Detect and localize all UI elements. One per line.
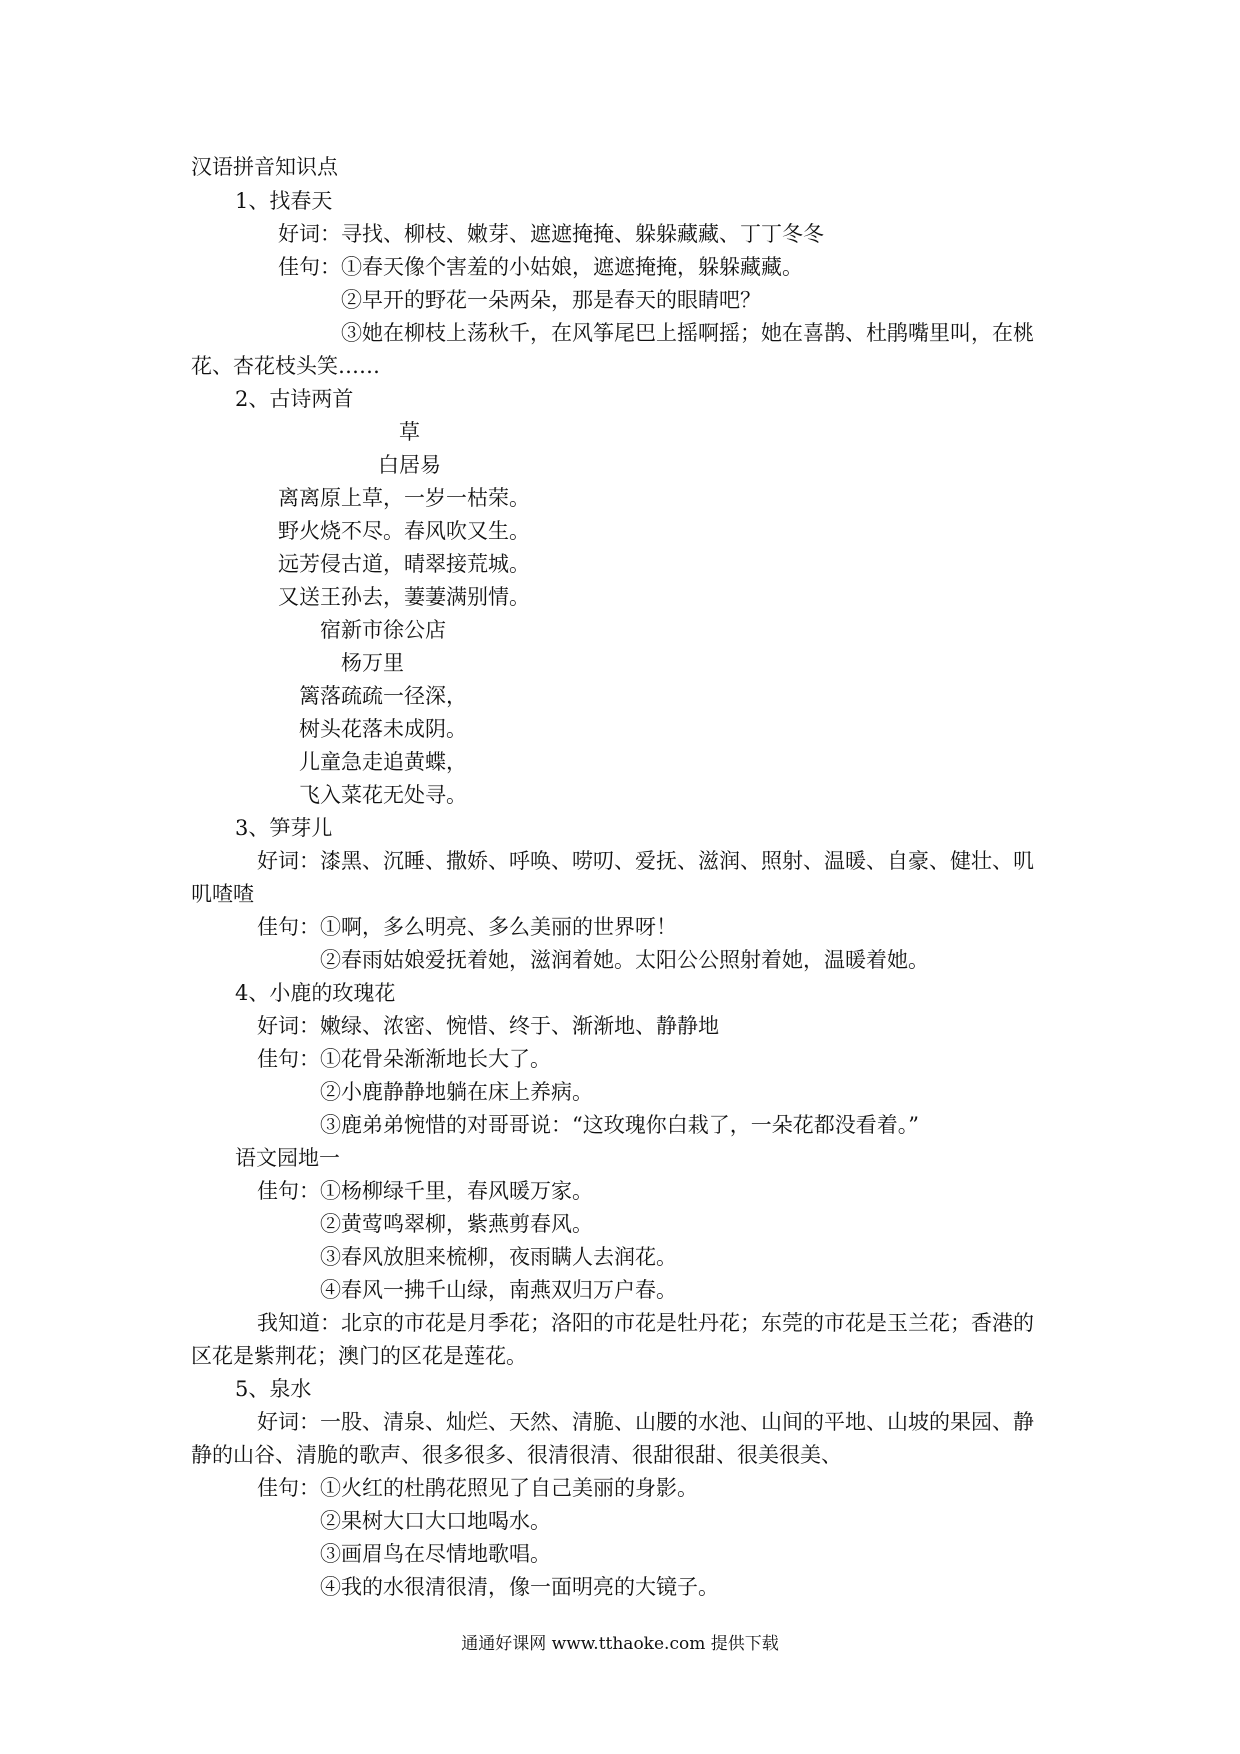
garden-sentence-3: ③春风放胆来梳柳，夜雨瞒人去润花。 <box>320 1245 677 1269</box>
poem-1-line: 野火烧不尽。春风吹又生。 <box>278 519 530 543</box>
section-1-sentence-3b: 花、杏花枝头笑…… <box>191 354 380 378</box>
poem-1-author: 白居易 <box>378 453 441 477</box>
section-4-sentence-3: ③鹿弟弟惋惜的对哥哥说：“这玫瑰你白栽了，一朵花都没看着。” <box>320 1113 919 1137</box>
section-1-good-words: 好词：寻找、柳枝、嫩芽、遮遮掩掩、躲躲藏藏、丁丁冬冬 <box>278 222 824 246</box>
page-footer: 通通好课网 www.tthaoke.com 提供下载 <box>461 1634 779 1654</box>
poem-2-title: 宿新市徐公店 <box>320 618 446 642</box>
poem-1-line: 远芳侵古道，晴翠接荒城。 <box>278 552 530 576</box>
poem-1-title: 草 <box>399 420 420 444</box>
poem-1-line: 又送王孙去，萋萋满别情。 <box>278 585 530 609</box>
section-4-sentence-1: 佳句：①花骨朵渐渐地长大了。 <box>257 1047 551 1071</box>
garden-heading: 语文园地一 <box>235 1146 340 1170</box>
section-4-good-words: 好词：嫩绿、浓密、惋惜、终于、渐渐地、静静地 <box>257 1014 719 1038</box>
garden-know-a: 我知道：北京的市花是月季花；洛阳的市花是牡丹花；东莞的市花是玉兰花；香港的 <box>257 1311 1034 1335</box>
section-5-good-words-b: 静的山谷、清脆的歌声、很多很多、很清很清、很甜很甜、很美很美、 <box>191 1443 842 1467</box>
section-5-sentence-3: ③画眉鸟在尽情地歌唱。 <box>320 1542 551 1566</box>
section-5-heading: 5、泉水 <box>235 1377 312 1401</box>
section-1-heading: 1、找春天 <box>235 189 333 213</box>
poem-2-line: 飞入菜花无处寻。 <box>299 783 467 807</box>
poem-1-line: 离离原上草，一岁一枯荣。 <box>278 486 530 510</box>
poem-2-line: 儿童急走追黄蝶， <box>299 750 467 774</box>
garden-know-b: 区花是紫荆花；澳门的区花是莲花。 <box>191 1344 527 1368</box>
section-3-good-words-a: 好词：漆黑、沉睡、撒娇、呼唤、唠叨、爱抚、滋润、照射、温暖、自豪、健壮、叽 <box>257 849 1034 873</box>
page-title: 汉语拼音知识点 <box>191 155 338 179</box>
poem-2-line: 树头花落未成阴。 <box>299 717 467 741</box>
poem-2-line: 篱落疏疏一径深， <box>299 684 467 708</box>
section-5-sentence-1: 佳句：①火红的杜鹃花照见了自己美丽的身影。 <box>257 1476 698 1500</box>
section-5-sentence-2: ②果树大口大口地喝水。 <box>320 1509 551 1533</box>
section-5-good-words-a: 好词：一股、清泉、灿烂、天然、清脆、山腰的水池、山间的平地、山坡的果园、静 <box>257 1410 1034 1434</box>
section-3-heading: 3、笋芽儿 <box>235 816 333 840</box>
section-1-sentence-1: 佳句：①春天像个害羞的小姑娘，遮遮掩掩，躲躲藏藏。 <box>278 255 803 279</box>
section-5-sentence-4: ④我的水很清很清，像一面明亮的大镜子。 <box>320 1575 719 1599</box>
section-4-heading: 4、小鹿的玫瑰花 <box>235 981 396 1005</box>
section-3-good-words-b: 叽喳喳 <box>191 882 254 906</box>
section-3-sentence-2: ②春雨姑娘爱抚着她，滋润着她。太阳公公照射着她，温暖着她。 <box>320 948 929 972</box>
section-2-heading: 2、古诗两首 <box>235 387 354 411</box>
section-1-sentence-3a: ③她在柳枝上荡秋千，在风筝尾巴上摇啊摇；她在喜鹊、杜鹃嘴里叫，在桃 <box>341 321 1034 345</box>
section-1-sentence-2: ②早开的野花一朵两朵，那是春天的眼睛吧？ <box>341 288 761 312</box>
garden-sentence-2: ②黄莺鸣翠柳，紫燕剪春风。 <box>320 1212 593 1236</box>
section-3-sentence-1: 佳句：①啊，多么明亮、多么美丽的世界呀！ <box>257 915 677 939</box>
garden-sentence-4: ④春风一拂千山绿，南燕双归万户春。 <box>320 1278 677 1302</box>
section-4-sentence-2: ②小鹿静静地躺在床上养病。 <box>320 1080 593 1104</box>
poem-2-author: 杨万里 <box>341 651 404 675</box>
garden-sentence-1: 佳句：①杨柳绿千里，春风暖万家。 <box>257 1179 593 1203</box>
